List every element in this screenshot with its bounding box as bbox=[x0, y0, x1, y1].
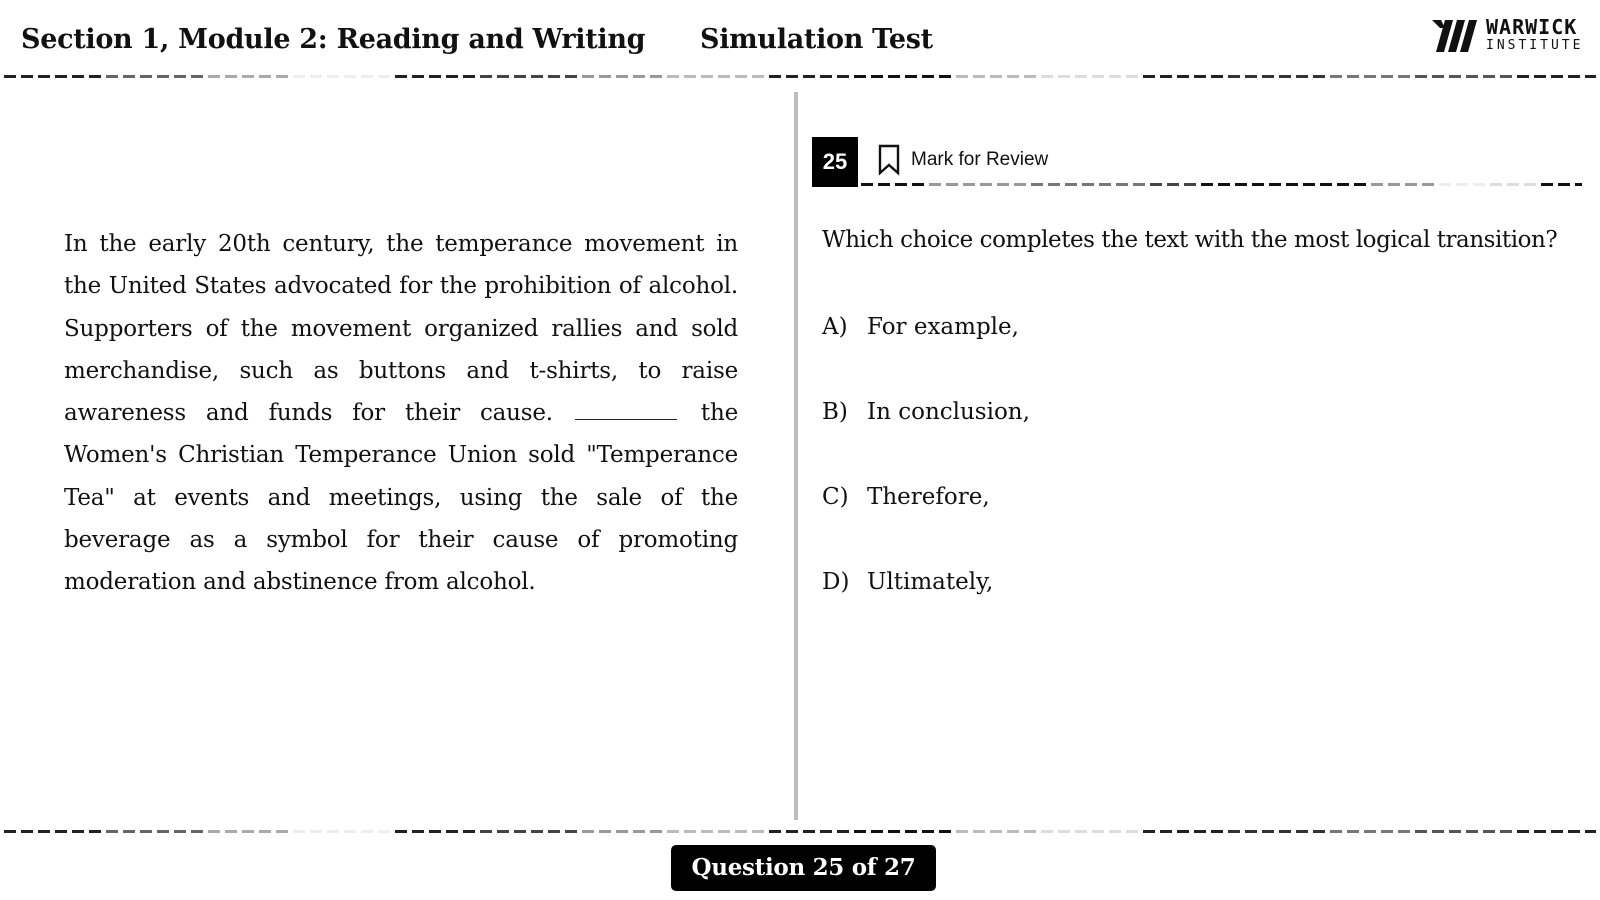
dash-segment bbox=[990, 830, 1002, 833]
dash-segment bbox=[837, 75, 849, 78]
dash-segment bbox=[1296, 830, 1308, 833]
dash-segment bbox=[905, 75, 917, 78]
dash-segment bbox=[1466, 75, 1478, 78]
dash-segment bbox=[208, 75, 220, 78]
section-title: Section 1, Module 2: Reading and Writing bbox=[21, 24, 646, 55]
dash-segment bbox=[1269, 183, 1281, 186]
dash-segment bbox=[1500, 830, 1512, 833]
question-navigator-button[interactable]: Question 25 of 27 bbox=[671, 845, 936, 891]
dash-segment bbox=[1422, 183, 1434, 186]
dash-segment bbox=[157, 75, 169, 78]
dash-segment bbox=[718, 830, 730, 833]
dash-segment bbox=[820, 75, 832, 78]
dash-segment bbox=[1058, 830, 1070, 833]
passage-text-after-blank: the Women's Christian Temperance Union sold "Temperance Tea" at events and meetings, using the sale of the beverage as a symbol for their cause of promoting moderation and abstinence from alcohol. bbox=[64, 400, 738, 596]
dash-segment bbox=[1313, 75, 1325, 78]
dash-segment bbox=[72, 75, 84, 78]
choice-letter: D) bbox=[822, 569, 850, 595]
dash-segment bbox=[1228, 75, 1240, 78]
dash-segment bbox=[633, 75, 645, 78]
dash-segment bbox=[1415, 830, 1427, 833]
answer-choice-b[interactable] bbox=[822, 397, 1030, 427]
dash-segment bbox=[123, 830, 135, 833]
dash-segment bbox=[140, 75, 152, 78]
dash-segment bbox=[1364, 830, 1376, 833]
dash-segment bbox=[650, 830, 662, 833]
dash-segment bbox=[208, 830, 220, 833]
dash-segment bbox=[412, 75, 424, 78]
dash-segment bbox=[1364, 75, 1376, 78]
dash-segment bbox=[1449, 75, 1461, 78]
dash-segment bbox=[497, 75, 509, 78]
dash-segment bbox=[854, 830, 866, 833]
dash-segment bbox=[990, 75, 1002, 78]
dash-segment bbox=[276, 830, 288, 833]
dash-segment bbox=[803, 830, 815, 833]
choice-letter: B) bbox=[822, 399, 848, 425]
dash-segment bbox=[1092, 75, 1104, 78]
dash-segment bbox=[1398, 75, 1410, 78]
dash-segment bbox=[956, 75, 968, 78]
question-prompt: Which choice completes the text with the most logical transition? bbox=[822, 227, 1558, 253]
dash-segment bbox=[429, 830, 441, 833]
dash-segment bbox=[89, 830, 101, 833]
dash-segment bbox=[769, 75, 781, 78]
dash-segment bbox=[55, 830, 67, 833]
dash-segment bbox=[480, 75, 492, 78]
dash-segment bbox=[1320, 183, 1332, 186]
choice-text: In conclusion, bbox=[867, 399, 1030, 425]
dash-segment bbox=[820, 830, 832, 833]
dash-segment bbox=[72, 830, 84, 833]
dash-segment bbox=[582, 830, 594, 833]
dash-segment bbox=[1483, 830, 1495, 833]
dash-segment bbox=[1099, 183, 1111, 186]
dash-segment bbox=[905, 830, 917, 833]
dash-segment bbox=[633, 830, 645, 833]
dash-segment bbox=[463, 830, 475, 833]
question-number-badge: 25 bbox=[812, 137, 858, 187]
dash-segment bbox=[140, 830, 152, 833]
dash-segment bbox=[1551, 75, 1563, 78]
dash-segment bbox=[684, 75, 696, 78]
dash-segment bbox=[531, 830, 543, 833]
dash-segment bbox=[582, 75, 594, 78]
dash-segment bbox=[1347, 830, 1359, 833]
dash-segment bbox=[1211, 75, 1223, 78]
dash-segment bbox=[378, 830, 390, 833]
choice-letter: C) bbox=[822, 484, 849, 510]
dash-segment bbox=[871, 75, 883, 78]
dash-segment bbox=[1007, 830, 1019, 833]
dash-segment bbox=[446, 75, 458, 78]
dash-segment bbox=[871, 830, 883, 833]
dash-segment bbox=[1109, 75, 1121, 78]
dash-segment bbox=[1160, 830, 1172, 833]
header bbox=[0, 0, 1600, 78]
pane-divider[interactable] bbox=[794, 92, 798, 820]
dash-segment bbox=[565, 830, 577, 833]
dash-segment bbox=[895, 183, 907, 186]
dash-segment bbox=[548, 830, 560, 833]
dash-segment bbox=[191, 75, 203, 78]
dash-segment bbox=[259, 830, 271, 833]
dash-segment bbox=[1381, 75, 1393, 78]
dash-segment bbox=[361, 75, 373, 78]
dash-segment bbox=[1194, 830, 1206, 833]
dash-segment bbox=[684, 830, 696, 833]
dash-segment bbox=[1177, 75, 1189, 78]
dash-segment bbox=[548, 75, 560, 78]
dash-segment bbox=[1313, 830, 1325, 833]
dash-segment bbox=[123, 75, 135, 78]
dash-segment bbox=[106, 75, 118, 78]
dash-segment bbox=[1388, 183, 1400, 186]
logo-wordmark bbox=[1486, 17, 1583, 52]
dash-segment bbox=[38, 830, 50, 833]
dash-segment bbox=[1262, 830, 1274, 833]
dash-segment bbox=[1500, 75, 1512, 78]
dash-segment bbox=[1405, 183, 1417, 186]
dash-segment bbox=[106, 830, 118, 833]
dash-segment bbox=[1075, 75, 1087, 78]
dash-segment bbox=[1449, 830, 1461, 833]
dash-segment bbox=[1058, 75, 1070, 78]
question-header-divider bbox=[861, 183, 1582, 186]
dash-segment bbox=[735, 75, 747, 78]
dash-segment bbox=[514, 830, 526, 833]
dash-segment bbox=[1466, 830, 1478, 833]
dash-segment bbox=[946, 183, 958, 186]
dash-segment bbox=[21, 830, 33, 833]
dash-segment bbox=[854, 75, 866, 78]
choice-text: For example, bbox=[867, 314, 1019, 340]
dash-segment bbox=[1398, 830, 1410, 833]
dash-segment bbox=[1041, 830, 1053, 833]
answer-choice-c[interactable] bbox=[822, 482, 990, 512]
dash-segment bbox=[667, 75, 679, 78]
dash-segment bbox=[38, 75, 50, 78]
dash-segment bbox=[973, 830, 985, 833]
dash-segment bbox=[1252, 183, 1264, 186]
dash-segment bbox=[293, 830, 305, 833]
dash-segment bbox=[922, 830, 934, 833]
dash-segment bbox=[4, 830, 16, 833]
dash-segment bbox=[1507, 183, 1519, 186]
dash-segment bbox=[1524, 183, 1536, 186]
dash-segment bbox=[1143, 830, 1155, 833]
dash-segment bbox=[276, 75, 288, 78]
test-title: Simulation Test bbox=[700, 24, 933, 55]
dash-segment bbox=[1211, 830, 1223, 833]
dash-segment bbox=[1031, 183, 1043, 186]
dash-segment bbox=[888, 830, 900, 833]
dash-segment bbox=[310, 75, 322, 78]
choice-letter: A) bbox=[822, 314, 848, 340]
dash-segment bbox=[1065, 183, 1077, 186]
dash-segment bbox=[963, 183, 975, 186]
dash-segment bbox=[21, 75, 33, 78]
dash-segment bbox=[1517, 830, 1529, 833]
dash-segment bbox=[1228, 830, 1240, 833]
dash-segment bbox=[1218, 183, 1230, 186]
dash-segment bbox=[242, 75, 254, 78]
dash-segment bbox=[242, 830, 254, 833]
dash-segment bbox=[912, 183, 924, 186]
dash-segment bbox=[973, 75, 985, 78]
dash-segment bbox=[616, 75, 628, 78]
dash-segment bbox=[361, 830, 373, 833]
dash-segment bbox=[344, 830, 356, 833]
dash-segment bbox=[1041, 75, 1053, 78]
dash-segment bbox=[1568, 75, 1580, 78]
dash-segment bbox=[310, 830, 322, 833]
dash-segment bbox=[1473, 183, 1485, 186]
dash-segment bbox=[599, 830, 611, 833]
warwick-logo-icon bbox=[1432, 16, 1482, 56]
dash-segment bbox=[531, 75, 543, 78]
dash-segment bbox=[446, 830, 458, 833]
dash-segment bbox=[225, 75, 237, 78]
dash-segment bbox=[1201, 183, 1213, 186]
dash-segment bbox=[1143, 75, 1155, 78]
reading-passage bbox=[64, 223, 738, 604]
dash-segment bbox=[837, 830, 849, 833]
dash-segment bbox=[922, 75, 934, 78]
dash-segment bbox=[55, 75, 67, 78]
dash-segment bbox=[1075, 830, 1087, 833]
dash-segment bbox=[1558, 183, 1570, 186]
dash-segment bbox=[1490, 183, 1502, 186]
dash-segment bbox=[650, 75, 662, 78]
dash-segment bbox=[1167, 183, 1179, 186]
dash-segment bbox=[888, 75, 900, 78]
dash-segment bbox=[1279, 830, 1291, 833]
dash-segment bbox=[89, 75, 101, 78]
dash-segment bbox=[1534, 75, 1546, 78]
logo-line-1: WARWICK bbox=[1486, 15, 1578, 39]
dash-segment bbox=[1439, 183, 1451, 186]
dash-segment bbox=[701, 75, 713, 78]
dash-segment bbox=[929, 183, 941, 186]
dash-segment bbox=[1371, 183, 1383, 186]
dash-segment bbox=[786, 830, 798, 833]
dash-segment bbox=[667, 830, 679, 833]
dash-segment bbox=[1337, 183, 1349, 186]
dash-segment bbox=[1194, 75, 1206, 78]
dash-segment bbox=[803, 75, 815, 78]
dash-segment bbox=[1330, 75, 1342, 78]
choice-text: Ultimately, bbox=[867, 569, 994, 595]
dash-segment bbox=[1133, 183, 1145, 186]
dash-segment bbox=[378, 75, 390, 78]
dash-segment bbox=[1245, 75, 1257, 78]
dash-segment bbox=[1551, 830, 1563, 833]
dash-segment bbox=[395, 75, 407, 78]
dash-segment bbox=[191, 830, 203, 833]
dash-segment bbox=[1483, 75, 1495, 78]
mark-for-review-label: Mark for Review bbox=[911, 149, 1049, 170]
dash-segment bbox=[157, 830, 169, 833]
dash-segment bbox=[1303, 183, 1315, 186]
answer-choice-a[interactable] bbox=[822, 312, 1019, 342]
dash-segment bbox=[1432, 75, 1444, 78]
dash-segment bbox=[1092, 830, 1104, 833]
dash-segment bbox=[565, 75, 577, 78]
choice-text: Therefore, bbox=[867, 484, 990, 510]
dash-segment bbox=[293, 75, 305, 78]
dash-segment bbox=[514, 75, 526, 78]
dash-segment bbox=[1330, 830, 1342, 833]
dash-segment bbox=[1116, 183, 1128, 186]
dash-segment bbox=[1184, 183, 1196, 186]
dash-segment bbox=[1245, 830, 1257, 833]
dash-segment bbox=[1126, 830, 1138, 833]
dash-segment bbox=[327, 830, 339, 833]
dash-segment bbox=[1534, 830, 1546, 833]
mark-for-review-button[interactable] bbox=[876, 144, 1048, 176]
dash-segment bbox=[1415, 75, 1427, 78]
dash-segment bbox=[616, 830, 628, 833]
dash-segment bbox=[1048, 183, 1060, 186]
dash-segment bbox=[174, 830, 186, 833]
dash-segment bbox=[395, 830, 407, 833]
dash-segment bbox=[1014, 183, 1026, 186]
dash-segment bbox=[1235, 183, 1247, 186]
dash-segment bbox=[1286, 183, 1298, 186]
dash-segment bbox=[1024, 830, 1036, 833]
dash-segment bbox=[4, 75, 16, 78]
dash-segment bbox=[1126, 75, 1138, 78]
dash-segment bbox=[1296, 75, 1308, 78]
dash-segment bbox=[769, 830, 781, 833]
dash-segment bbox=[1177, 830, 1189, 833]
dash-segment bbox=[878, 183, 890, 186]
passage-blank bbox=[575, 399, 677, 420]
dash-segment bbox=[480, 830, 492, 833]
dash-segment bbox=[599, 75, 611, 78]
dash-segment bbox=[1007, 75, 1019, 78]
dash-segment bbox=[463, 75, 475, 78]
dash-segment bbox=[1279, 75, 1291, 78]
dash-segment bbox=[786, 75, 798, 78]
dash-segment bbox=[1541, 183, 1553, 186]
dash-segment bbox=[429, 75, 441, 78]
dash-segment bbox=[752, 830, 764, 833]
dash-segment bbox=[327, 75, 339, 78]
dash-segment bbox=[1585, 830, 1596, 833]
dash-segment bbox=[1575, 183, 1582, 186]
dash-segment bbox=[497, 830, 509, 833]
passage-text-before-blank: In the early 20th century, the temperance movement in the United States advocated for the prohibition of alcohol. Supporters of the movement organized rallies and sold merchandise, such as buttons and t-shirts, to raise awareness and funds for their cause. bbox=[64, 231, 738, 427]
dash-segment bbox=[939, 75, 951, 78]
dash-segment bbox=[956, 830, 968, 833]
dash-segment bbox=[1024, 75, 1036, 78]
dash-segment bbox=[1160, 75, 1172, 78]
answer-choice-d[interactable] bbox=[822, 567, 993, 597]
dash-segment bbox=[1262, 75, 1274, 78]
dash-segment bbox=[1109, 830, 1121, 833]
header-divider bbox=[4, 75, 1596, 78]
footer-divider bbox=[4, 830, 1596, 833]
dash-segment bbox=[225, 830, 237, 833]
dash-segment bbox=[980, 183, 992, 186]
dash-segment bbox=[1354, 183, 1366, 186]
dash-segment bbox=[1381, 830, 1393, 833]
dash-segment bbox=[1517, 75, 1529, 78]
dash-segment bbox=[718, 75, 730, 78]
dash-segment bbox=[1568, 830, 1580, 833]
dash-segment bbox=[735, 830, 747, 833]
dash-segment bbox=[1347, 75, 1359, 78]
logo-line-2: INSTITUTE bbox=[1486, 38, 1584, 53]
dash-segment bbox=[701, 830, 713, 833]
warwick-logo bbox=[1432, 16, 1582, 58]
dash-segment bbox=[1082, 183, 1094, 186]
bookmark-icon bbox=[876, 144, 902, 176]
dash-segment bbox=[174, 75, 186, 78]
dash-segment bbox=[344, 75, 356, 78]
dash-segment bbox=[412, 830, 424, 833]
dash-segment bbox=[939, 830, 951, 833]
dash-segment bbox=[997, 183, 1009, 186]
dash-segment bbox=[1585, 75, 1596, 78]
dash-segment bbox=[259, 75, 271, 78]
dash-segment bbox=[1150, 183, 1162, 186]
dash-segment bbox=[861, 183, 873, 186]
dash-segment bbox=[752, 75, 764, 78]
dash-segment bbox=[1456, 183, 1468, 186]
dash-segment bbox=[1432, 830, 1444, 833]
